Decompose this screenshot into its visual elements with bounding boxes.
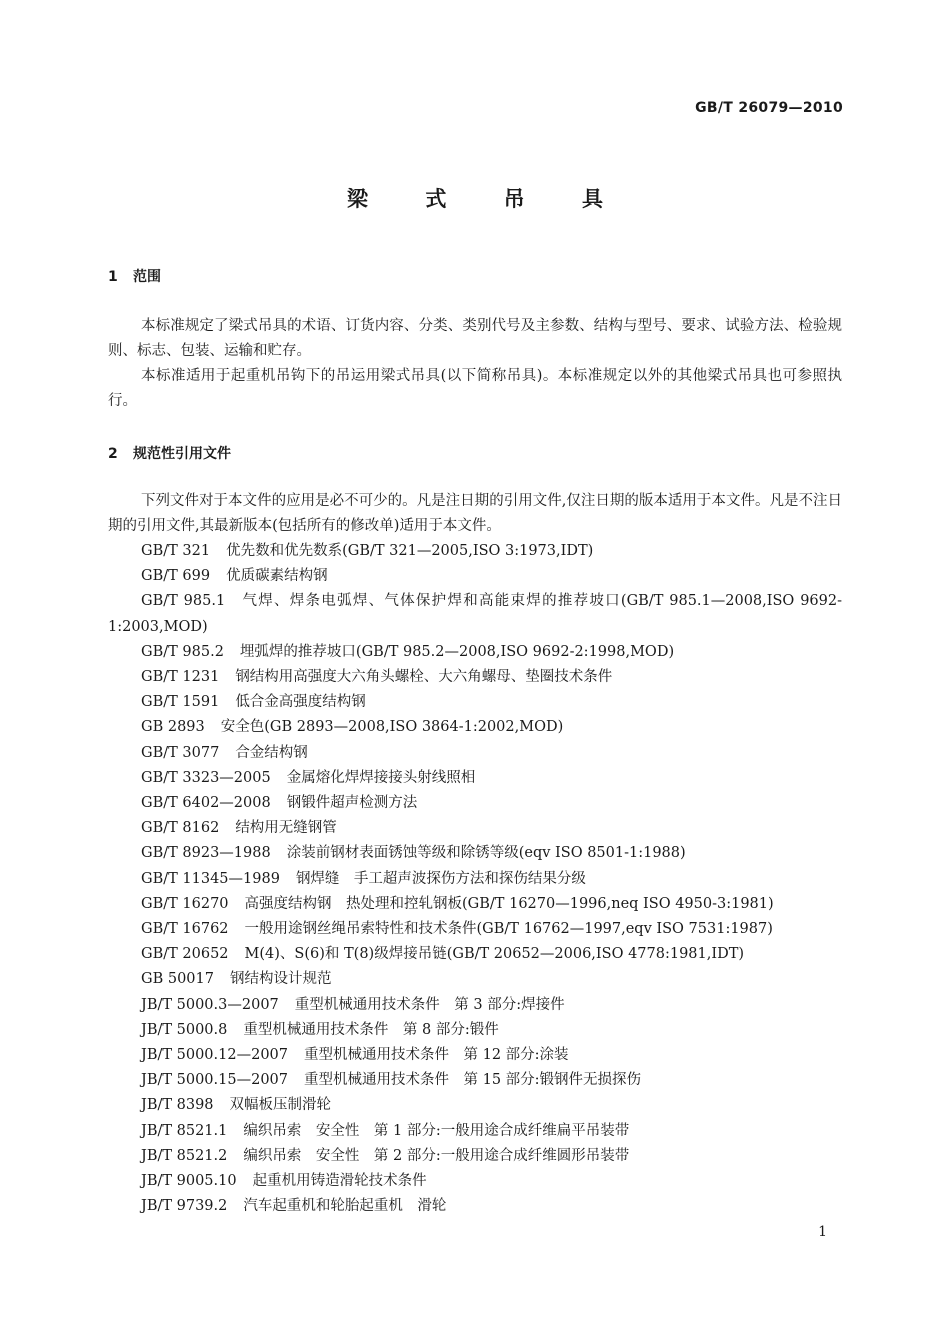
section-heading	[108, 443, 231, 463]
reference-code: GB/T 8923—1988	[141, 845, 271, 862]
paragraph: 本标准规定了梁式吊具的术语、订货内容、分类、类别代号及主参数、结构与型号、要求、试验方法、检验规则、标志、包装、运输和贮存。	[108, 318, 842, 359]
reference-title: 涂装前钢材表面锈蚀等级和除锈等级(eqv ISO 8501-1:1988)	[286, 845, 686, 862]
reference-code: GB/T 321	[141, 543, 211, 559]
reference-code: JB/T 5000.3—2007	[141, 996, 279, 1013]
reference-title: 安全色(GB 2893—2008,ISO 3864-1:2002,MOD)	[220, 719, 564, 736]
reference-item	[108, 539, 842, 564]
reference-title: 起重机用铸造滑轮技术条件	[252, 1173, 427, 1190]
reference-code: GB/T 11345—1989	[141, 870, 280, 887]
reference-code: GB/T 699	[141, 568, 211, 585]
reference-title: 埋弧焊的推荐坡口(GB/T 985.2—2008,ISO 9692-2:1998,MOD)	[239, 643, 675, 660]
reference-item	[108, 564, 842, 589]
reference-code: JB/T 9005.10	[141, 1173, 237, 1190]
reference-item	[108, 791, 842, 816]
reference-item	[108, 589, 842, 639]
reference-title: 高强度结构钢 热处理和控轧钢板(GB/T 16270—1996,neq ISO 4950-3:1981)	[244, 895, 774, 912]
reference-title: 合金结构钢	[235, 744, 308, 761]
reference-code: JB/T 5000.8	[141, 1021, 228, 1038]
reference-code: JB/T 8521.2	[141, 1147, 228, 1164]
reference-item	[108, 942, 842, 967]
reference-item	[108, 640, 842, 665]
reference-code: GB/T 985.1	[141, 593, 226, 610]
reference-item	[108, 867, 842, 892]
reference-title: 编织吊索 安全性 第 2 部分:一般用途合成纤维圆形吊装带	[243, 1147, 630, 1164]
reference-item	[108, 892, 842, 917]
reference-item	[108, 690, 842, 715]
section-number: 1	[108, 269, 118, 285]
reference-code: GB 2893	[141, 719, 205, 736]
reference-list	[108, 539, 842, 1219]
reference-title: 金属熔化焊焊接接头射线照相	[286, 769, 476, 786]
reference-code: GB/T 20652	[141, 946, 229, 963]
reference-item	[108, 1144, 842, 1169]
reference-title: 编织吊索 安全性 第 1 部分:一般用途合成纤维扁平吊装带	[243, 1122, 630, 1139]
reference-title: 优先数和优先数系(GB/T 321—2005,ISO 3:1973,IDT)	[226, 543, 594, 559]
reference-title: 钢结构设计规范	[229, 971, 332, 988]
reference-item	[108, 1119, 842, 1144]
reference-title: 一般用途钢丝绳吊索特性和技术条件(GB/T 16762—1997,eqv ISO 7531:1987)	[244, 921, 773, 938]
paragraph: 本标准适用于起重机吊钩下的吊运用梁式吊具(以下简称吊具)。本标准规定以外的其他梁式吊具也可参照执行。	[108, 368, 842, 409]
reference-title: 汽车起重机和轮胎起重机 滑轮	[243, 1198, 447, 1215]
reference-title: 钢结构用高强度大六角头螺栓、大六角螺母、垫圈技术条件	[235, 669, 613, 686]
reference-code: GB 50017	[141, 971, 214, 988]
reference-code: JB/T 8398	[141, 1097, 214, 1114]
reference-title: 双幅板压制滑轮	[229, 1097, 332, 1114]
reference-code: GB/T 3323—2005	[141, 769, 271, 786]
reference-code: JB/T 8521.1	[141, 1122, 228, 1139]
reference-item	[108, 766, 842, 791]
reference-title: 重型机械通用技术条件 第 3 部分:焊接件	[294, 996, 565, 1013]
reference-code: GB/T 8162	[141, 820, 220, 837]
reference-item	[108, 1018, 842, 1043]
section-title: 范围	[133, 269, 161, 285]
standard-code: GB/T 26079—2010	[695, 100, 843, 116]
reference-item	[108, 1169, 842, 1194]
reference-item	[108, 917, 842, 942]
reference-title: M(4)、S(6)和 T(8)级焊接吊链(GB/T 20652—2006,ISO 4778:1981,IDT)	[244, 946, 745, 963]
section-number: 2	[108, 446, 118, 462]
reference-item	[108, 1194, 842, 1219]
paragraph: 下列文件对于本文件的应用是必不可少的。凡是注日期的引用文件,仅注日期的版本适用于本文件。凡是不注日期的引用文件,其最新版本(包括所有的修改单)适用于本文件。	[108, 493, 842, 534]
reference-item	[108, 993, 842, 1018]
reference-code: GB/T 985.2	[141, 643, 224, 660]
section-title: 规范性引用文件	[133, 446, 231, 462]
reference-title: 钢锻件超声检测方法	[286, 795, 418, 812]
reference-code: JB/T 9739.2	[141, 1198, 228, 1215]
reference-title: 结构用无缝钢管	[235, 820, 337, 837]
reference-title: 重型机械通用技术条件 第 15 部分:锻钢件无损探伤	[304, 1072, 642, 1089]
reference-code: GB/T 16762	[141, 921, 229, 938]
reference-code: GB/T 6402—2008	[141, 795, 271, 812]
reference-code: JB/T 5000.15—2007	[141, 1072, 288, 1089]
reference-item	[108, 1093, 842, 1118]
reference-item	[108, 816, 842, 841]
reference-code: JB/T 5000.12—2007	[141, 1047, 288, 1064]
section-heading	[108, 266, 161, 286]
reference-title: 低合金高强度结构钢	[235, 694, 366, 711]
document-title: 梁 式 吊 具	[347, 187, 628, 211]
reference-item	[108, 841, 842, 866]
reference-item	[108, 715, 842, 740]
reference-item	[108, 967, 842, 992]
reference-title: 重型机械通用技术条件 第 12 部分:涂装	[304, 1047, 569, 1064]
reference-item	[108, 1068, 842, 1093]
reference-title: 优质碳素结构钢	[226, 568, 328, 585]
page-number: 1	[818, 1224, 827, 1240]
reference-item	[108, 665, 842, 690]
reference-title: 重型机械通用技术条件 第 8 部分:锻件	[243, 1021, 499, 1038]
reference-item	[108, 1043, 842, 1068]
reference-code: GB/T 1591	[141, 694, 220, 711]
reference-code: GB/T 1231	[141, 669, 220, 686]
reference-title: 气焊、焊条电弧焊、气体保护焊和高能束焊的推荐坡口(GB/T 985.1—2008,ISO 9692-1:2003,MOD)	[108, 593, 842, 635]
reference-code: GB/T 3077	[141, 744, 220, 761]
reference-title: 钢焊缝 手工超声波探伤方法和探伤结果分级	[295, 870, 586, 887]
reference-item	[108, 741, 842, 766]
reference-code: GB/T 16270	[141, 895, 229, 912]
